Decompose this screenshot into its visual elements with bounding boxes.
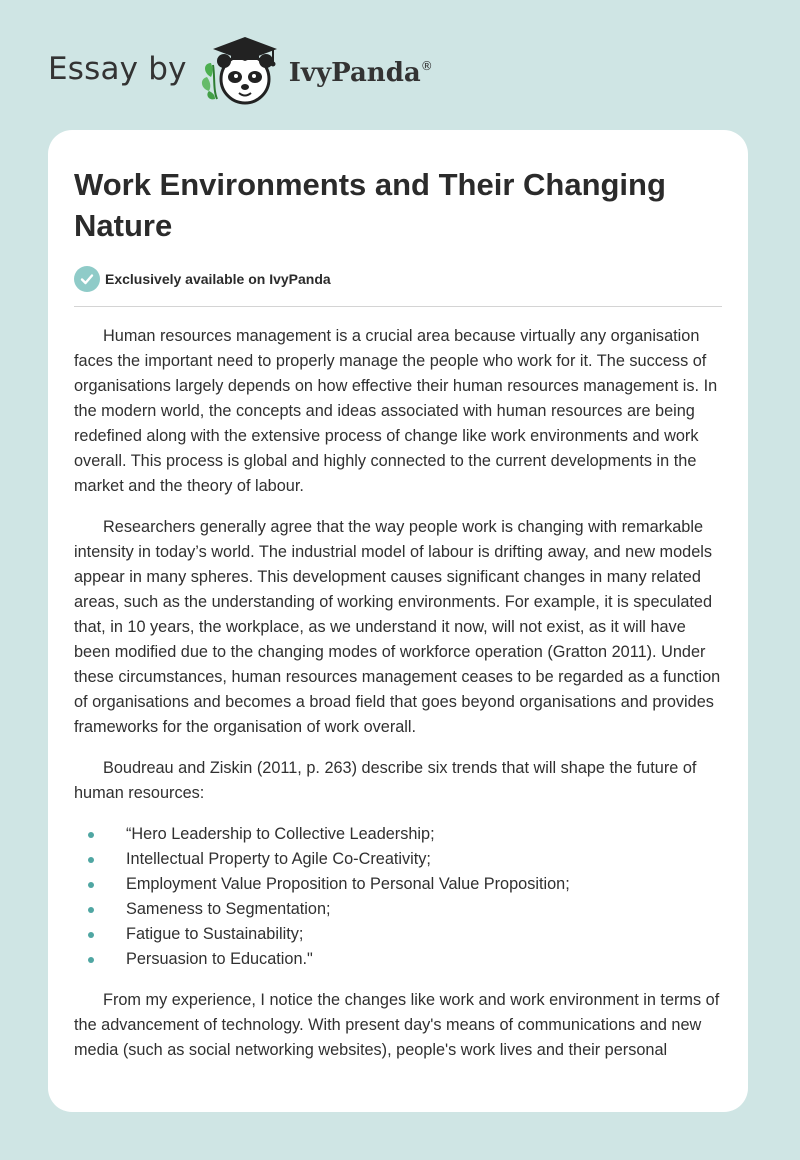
trend-list [74,822,722,972]
bullet-icon [88,832,94,838]
list-item [74,872,722,897]
exclusive-badge [74,266,722,292]
list-item-text: Fatigue to Sustainability; [126,925,304,943]
list-item [74,922,722,947]
paragraph: Boudreau and Ziskin (2011, p. 263) describe six trends that will shape the future of human resources: [74,759,697,802]
list-item-text: Intellectual Property to Agile Co-Creativity; [126,850,431,868]
paragraph: Researchers generally agree that the way people work is changing with remarkable intensity in today’s world. The industrial model of labour is drifting away, and new models appear in many spheres. This development causes significant changes in many related areas, such as the understanding of working environments. For example, it is speculated that, in 10 years, the workplace, as we understand it now, will not exist, as it will have been modified due to the changing modes of workforce operation (Gratton 2011). Under these circumstances, human resources management ceases to be regarded as a function of organisations and becomes a broad field that goes beyond organisations and provides frameworks for the organisation of work overall. [74,518,721,736]
list-item-text: Sameness to Segmentation; [126,900,331,918]
bullet-icon [88,957,94,963]
bullet-icon [88,857,94,863]
brand-name: IvyPanda [288,58,421,88]
paragraph: From my experience, I notice the changes like work and work environment in terms of the advancement of technology. With present day's means of communications and new media (such as social networking websites), people's work lives and their personal [74,991,720,1059]
bullet-icon [88,932,94,938]
divider [74,306,722,307]
essay-card [48,130,748,1112]
list-item-text: Persuasion to Education." [126,950,313,968]
list-item [74,847,722,872]
checkmark-icon [74,266,100,292]
list-item-text: Employment Value Proposition to Personal Value Proposition; [126,875,570,893]
paragraph: Human resources management is a crucial area because virtually any organisation faces the important need to properly manage the people who work for it. The success of organisations largely depends on how effective their human resources management is. In the modern world, the concepts and ideas associated with human resources are being redefined along with the extensive process of change like work environments and work overall. This process is global and highly connected to the current developments in the market and the theory of labour. [74,327,718,495]
list-item-text: “Hero Leadership to Collective Leadership; [126,825,435,843]
bullet-icon [88,882,94,888]
brand-header [48,34,433,114]
list-item [74,897,722,922]
list-item [74,822,722,847]
badge-text: Exclusively available on IvyPanda [105,271,331,287]
brand-prefix: Essay by [48,51,187,87]
panda-logo-icon [199,33,283,116]
list-item [74,947,722,972]
bullet-icon [88,907,94,913]
registered-mark: ® [420,59,433,73]
essay-title: Work Environments and Their Changing Nature [74,167,666,243]
